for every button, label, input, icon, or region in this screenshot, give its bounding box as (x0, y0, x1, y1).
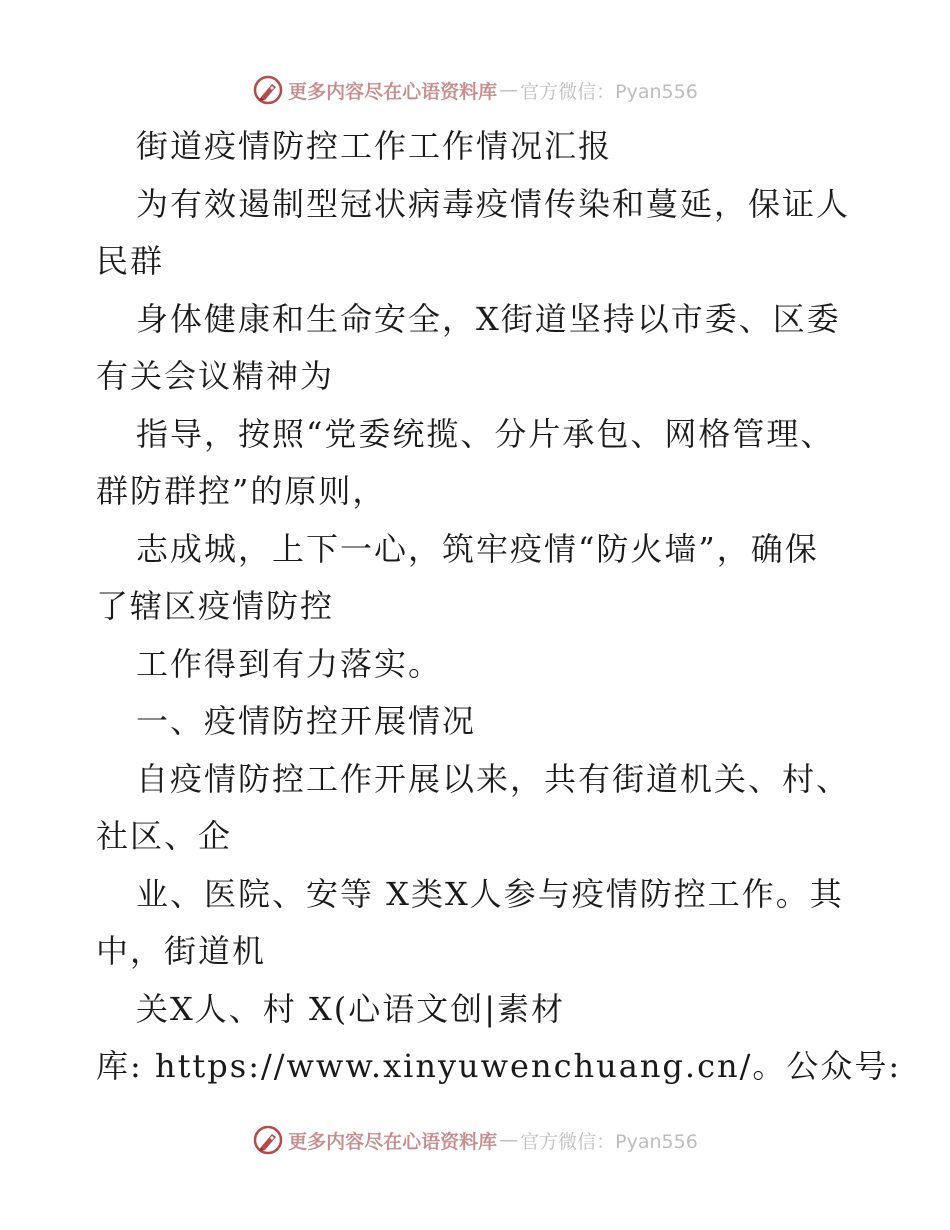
document-line: 库: https://www.xinyuwenchuang.cn/。公众号: (96, 1047, 902, 1085)
document-line: 关X人、村 X(心语文创|素材 (136, 989, 566, 1028)
pen-nib-logo-icon (252, 1124, 284, 1156)
document-line: 自疫情防控工作开展以来，共有街道机关、村、 (136, 759, 851, 798)
banner-separator: — (499, 1129, 519, 1151)
pen-nib-logo-icon (252, 74, 284, 106)
document-line: 有关会议精神为 (96, 357, 335, 395)
document-line: 社区、企 (96, 817, 233, 855)
document-line: 为有效遏制型冠状病毒疫情传染和蔓延，保证人 (136, 184, 851, 223)
document-line: 了辖区疫情防控 (96, 587, 335, 625)
document-line: 志成城，上下一心，筑牢疫情“防火墙”，确保 (136, 529, 819, 568)
document-line: 群防群控”的原则， (96, 472, 387, 510)
footer-watermark-banner (0, 1120, 950, 1160)
document-body (96, 118, 902, 1096)
document-line: 指导，按照“党委统揽、分片承包、网格管理、 (136, 414, 835, 453)
document-line: 一、疫情防控开展情况 (136, 702, 477, 740)
document-line: 街道疫情防控工作工作情况汇报 (136, 127, 613, 165)
header-watermark-banner (0, 70, 950, 110)
document-line: 工作得到有力落实。 (136, 644, 443, 683)
banner-title: 更多内容尽在心语资料库 (288, 1130, 498, 1153)
banner-title: 更多内容尽在心语资料库 (288, 80, 498, 103)
document-line: 民群 (96, 242, 165, 280)
document-line: 业、医院、安等 X类X人参与疫情防控工作。其 (136, 874, 844, 913)
banner-contact: 官方微信：Pyan556 (520, 80, 698, 103)
banner-contact: 官方微信：Pyan556 (520, 1130, 698, 1153)
banner-separator: — (499, 79, 519, 101)
document-line: 身体健康和生命安全，X街道坚持以市委、区委 (136, 299, 841, 338)
document-line: 中，街道机 (96, 932, 267, 970)
